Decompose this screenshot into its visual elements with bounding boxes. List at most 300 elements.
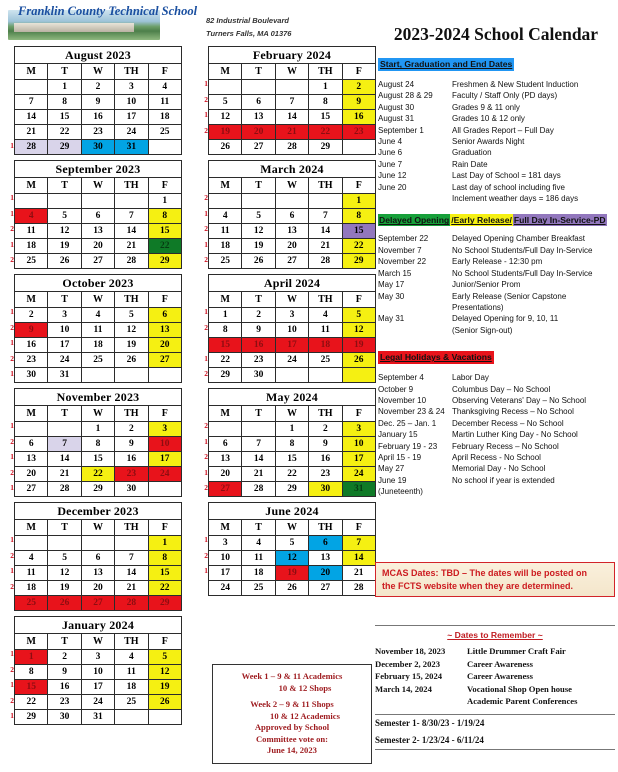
day-cell: 24 <box>115 125 148 140</box>
day-of-week-header: TH <box>115 64 148 80</box>
day-cell: 19 <box>242 239 275 254</box>
day-cell: 19 <box>48 239 81 254</box>
week-row <box>209 323 376 338</box>
day-cell: 26 <box>48 596 81 611</box>
week-rotation-line-5: Approved by School <box>254 722 330 733</box>
info-row <box>378 90 614 101</box>
day-cell: 23 <box>81 125 114 140</box>
day-of-week-header: T <box>48 292 81 308</box>
info-row-description: Vocational Shop Open house <box>467 683 572 694</box>
day-cell: 23 <box>342 125 375 140</box>
day-cell: 15 <box>48 110 81 125</box>
info-row-date: August 31 <box>378 114 415 124</box>
day-cell: 8 <box>148 209 181 224</box>
day-cell: 21 <box>342 566 375 581</box>
week-rotation-marker: 2 <box>204 483 208 493</box>
week-rotation-marker: 2 <box>10 550 14 560</box>
day-cell: 6 <box>81 551 114 566</box>
day-cell: 7 <box>48 437 81 452</box>
day-of-week-header: TH <box>115 634 148 650</box>
info-row-date: May 31 <box>378 314 405 324</box>
day-cell: 25 <box>15 254 48 269</box>
day-cell: 27 <box>242 140 275 155</box>
day-of-week-header: W <box>275 64 308 80</box>
month-table <box>208 46 376 155</box>
info-row-date: June 19 (Juneteenth) <box>378 475 423 497</box>
day-cell: 5 <box>48 209 81 224</box>
day-cell: 29 <box>275 482 308 497</box>
holidays-rows <box>378 372 614 497</box>
day-cell-empty <box>15 194 48 209</box>
day-cell: 20 <box>309 566 342 581</box>
week-row <box>15 680 182 695</box>
semesters-section <box>375 714 615 750</box>
month-calendar <box>204 388 376 497</box>
day-cell: 6 <box>148 308 181 323</box>
day-cell: 29 <box>148 596 181 611</box>
week-row <box>209 368 376 383</box>
info-row <box>378 170 614 181</box>
day-cell: 3 <box>48 308 81 323</box>
week-rotation-marker: 1 <box>10 680 14 690</box>
info-row <box>378 125 614 136</box>
day-cell-empty <box>115 536 148 551</box>
info-row-description: Last Day of School = 181 days <box>452 171 561 181</box>
week-row <box>15 467 182 482</box>
week-row <box>209 581 376 596</box>
day-cell: 11 <box>15 566 48 581</box>
day-cell: 1 <box>309 80 342 95</box>
month-title: March 2024 <box>209 161 376 178</box>
day-of-week-header: F <box>342 178 375 194</box>
school-address <box>206 14 291 40</box>
day-of-week-header: TH <box>309 520 342 536</box>
heading-full-day-inservice-part: Full Day In-Service-PD <box>513 215 606 226</box>
day-cell: 6 <box>242 95 275 110</box>
week-rotation-marker: 2 <box>10 581 14 591</box>
day-of-week-header: M <box>209 292 242 308</box>
day-of-week-header: TH <box>115 178 148 194</box>
day-cell: 11 <box>81 323 114 338</box>
day-cell-empty <box>209 194 242 209</box>
day-cell: 13 <box>209 452 242 467</box>
month-calendar <box>204 502 376 596</box>
day-cell: 14 <box>115 566 148 581</box>
info-row <box>375 645 615 658</box>
week-row <box>15 125 182 140</box>
info-row <box>378 475 614 498</box>
day-cell-empty <box>15 422 48 437</box>
info-row-date: April 15 - 19 <box>378 452 422 462</box>
day-cell: 27 <box>209 482 242 497</box>
week-row <box>15 452 182 467</box>
day-cell: 31 <box>115 140 148 155</box>
day-cell: 9 <box>309 437 342 452</box>
month-calendar <box>204 46 376 155</box>
day-cell: 25 <box>242 581 275 596</box>
month-calendar <box>204 160 376 269</box>
day-cell: 19 <box>209 125 242 140</box>
week-row <box>15 224 182 239</box>
day-cell: 6 <box>275 209 308 224</box>
day-cell-empty <box>148 482 181 497</box>
day-of-week-header: TH <box>115 292 148 308</box>
day-cell: 27 <box>15 482 48 497</box>
day-cell: 23 <box>115 467 148 482</box>
day-cell: 11 <box>15 224 48 239</box>
day-cell: 7 <box>242 437 275 452</box>
day-cell: 30 <box>81 140 114 155</box>
day-cell: 27 <box>81 596 114 611</box>
info-row <box>378 268 614 279</box>
day-cell: 13 <box>81 566 114 581</box>
info-row-description: Early Release (Senior Capstone Presentations) <box>452 291 567 312</box>
day-cell: 3 <box>148 422 181 437</box>
info-row-description: No School Students/Full Day In-Service <box>452 268 593 278</box>
day-cell: 25 <box>81 353 114 368</box>
day-cell-empty <box>115 710 148 725</box>
week-rotation-marker: 2 <box>204 224 208 234</box>
info-row-description: Rain Date <box>452 159 488 169</box>
day-cell: 2 <box>15 308 48 323</box>
heading-delayed-opening-part: Delayed Opening <box>379 215 450 226</box>
week-row <box>15 323 182 338</box>
start-dates-rows <box>378 79 614 204</box>
day-cell: 28 <box>115 254 148 269</box>
day-cell: 15 <box>342 224 375 239</box>
day-cell: 6 <box>309 536 342 551</box>
day-cell: 4 <box>148 80 181 95</box>
day-cell: 24 <box>148 467 181 482</box>
info-row-date: September 4 <box>378 373 424 383</box>
week-row <box>15 710 182 725</box>
info-row-description: Senior Awards Night <box>452 137 525 147</box>
day-of-week-header: T <box>48 178 81 194</box>
week-rotation-marker: 1 <box>204 535 208 544</box>
day-cell: 24 <box>209 581 242 596</box>
day-cell: 11 <box>115 665 148 680</box>
info-row-date: March 15 <box>378 268 412 278</box>
day-cell: 17 <box>81 680 114 695</box>
info-row-date: June 6 <box>378 148 403 158</box>
day-cell: 25 <box>309 353 342 368</box>
week-row <box>209 110 376 125</box>
day-cell: 10 <box>275 323 308 338</box>
day-cell: 14 <box>309 224 342 239</box>
week-row <box>15 80 182 95</box>
week-row <box>15 110 182 125</box>
day-of-week-header: M <box>209 178 242 194</box>
info-row-description: Grades 10 & 12 only <box>452 114 525 124</box>
day-cell-empty <box>209 422 242 437</box>
week-rotation-marker: 2 <box>204 550 208 560</box>
day-cell-empty <box>342 140 375 155</box>
week-rotation-marker: 1 <box>204 110 208 120</box>
info-row-date: November 22 <box>378 257 427 267</box>
day-cell: 30 <box>309 482 342 497</box>
day-cell: 5 <box>242 209 275 224</box>
info-row-date: June 7 <box>378 159 403 169</box>
day-cell-empty <box>242 194 275 209</box>
week-rotation-marker: 2 <box>204 421 208 430</box>
month-calendar <box>10 160 182 269</box>
day-cell: 21 <box>115 581 148 596</box>
day-of-week-header: W <box>81 64 114 80</box>
day-of-week-header: M <box>209 406 242 422</box>
week-rotation-marker: 1 <box>10 711 14 721</box>
day-cell: 28 <box>15 140 48 155</box>
info-row <box>375 695 615 708</box>
month-calendar <box>10 388 182 497</box>
day-cell-empty <box>81 194 114 209</box>
week-rotation-marker: 1 <box>204 353 208 363</box>
dates-to-remember-section <box>375 625 615 708</box>
week-rotation-marker: 2 <box>10 695 14 705</box>
day-cell: 12 <box>148 665 181 680</box>
day-cell: 25 <box>115 695 148 710</box>
info-row-description: December Recess – No School <box>452 418 564 428</box>
day-cell: 21 <box>309 239 342 254</box>
day-cell-empty <box>275 80 308 95</box>
day-cell: 22 <box>81 467 114 482</box>
day-cell: 27 <box>309 581 342 596</box>
info-row <box>375 683 615 696</box>
day-cell: 7 <box>309 209 342 224</box>
week-row <box>15 482 182 497</box>
day-cell: 21 <box>48 467 81 482</box>
day-cell: 22 <box>148 239 181 254</box>
day-of-week-header: W <box>81 634 114 650</box>
info-row <box>378 182 614 193</box>
info-row <box>378 279 614 290</box>
day-cell: 20 <box>81 239 114 254</box>
week-row <box>15 536 182 551</box>
week-row <box>15 596 182 611</box>
day-cell-empty <box>342 368 375 383</box>
day-cell: 9 <box>242 323 275 338</box>
day-cell: 10 <box>48 323 81 338</box>
month-table <box>208 502 376 596</box>
day-cell: 16 <box>115 452 148 467</box>
week-rotation-line-2: 10 & 12 Shops <box>278 682 332 693</box>
info-row-date: September 22 <box>378 234 429 244</box>
day-cell: 30 <box>115 482 148 497</box>
day-cell: 1 <box>81 422 114 437</box>
day-cell: 5 <box>275 536 308 551</box>
info-row <box>378 452 614 463</box>
week-rotation-marker: 2 <box>10 436 14 446</box>
week-row <box>15 239 182 254</box>
week-rotation-marker: 1 <box>204 566 208 576</box>
day-cell: 3 <box>81 650 114 665</box>
info-row <box>378 147 614 158</box>
info-row-date: October 9 <box>378 384 414 394</box>
info-row <box>378 245 614 256</box>
week-row <box>15 338 182 353</box>
info-row-description: No school if year is extended <box>452 475 555 485</box>
day-of-week-header: W <box>81 178 114 194</box>
week-row <box>209 239 376 254</box>
week-rotation-marker: 2 <box>10 353 14 363</box>
day-cell-empty <box>115 368 148 383</box>
week-row <box>209 452 376 467</box>
week-rotation-marker: 1 <box>204 79 208 88</box>
day-cell: 12 <box>48 566 81 581</box>
dates-to-remember-rows <box>375 645 615 708</box>
day-cell: 24 <box>342 467 375 482</box>
day-cell: 21 <box>242 467 275 482</box>
day-cell: 16 <box>48 680 81 695</box>
day-cell: 8 <box>48 95 81 110</box>
month-title: August 2023 <box>15 47 182 64</box>
day-cell: 30 <box>242 368 275 383</box>
week-rotation-marker: 1 <box>10 369 14 379</box>
day-cell: 15 <box>15 680 48 695</box>
month-table <box>14 46 182 155</box>
semester-1-line: Semester 1- 8/30/23 - 1/19/24 <box>375 718 485 728</box>
day-of-week-header: F <box>148 178 181 194</box>
section-delayed-opening <box>378 215 614 336</box>
month-title: April 2024 <box>209 275 376 292</box>
day-cell: 26 <box>209 140 242 155</box>
day-cell: 17 <box>148 452 181 467</box>
day-cell: 18 <box>148 110 181 125</box>
info-row-date: February 19 - 23 <box>378 441 438 451</box>
day-of-week-header: T <box>242 64 275 80</box>
day-cell-empty <box>48 422 81 437</box>
address-line-1: 82 Industrial Boulevard <box>206 16 289 25</box>
info-row-date: Dec. 25 – Jan. 1 <box>378 418 437 428</box>
month-calendar <box>10 616 182 725</box>
months-column-left <box>10 46 182 730</box>
day-cell: 5 <box>48 551 81 566</box>
day-cell: 12 <box>209 110 242 125</box>
day-cell: 10 <box>148 437 181 452</box>
day-cell-empty <box>148 140 181 155</box>
day-cell: 28 <box>242 482 275 497</box>
info-panel <box>378 54 614 509</box>
day-of-week-header: F <box>148 64 181 80</box>
day-cell: 12 <box>275 551 308 566</box>
day-cell: 11 <box>148 95 181 110</box>
day-cell: 10 <box>209 551 242 566</box>
day-cell-empty <box>242 80 275 95</box>
info-row <box>378 79 614 90</box>
day-cell: 22 <box>15 695 48 710</box>
week-rotation-marker: 1 <box>10 483 14 493</box>
day-cell: 20 <box>242 125 275 140</box>
day-cell: 8 <box>209 323 242 338</box>
day-cell: 12 <box>115 323 148 338</box>
day-cell: 30 <box>48 710 81 725</box>
day-cell-empty <box>275 368 308 383</box>
week-row <box>15 194 182 209</box>
week-rotation-marker: 2 <box>10 467 14 477</box>
day-cell: 17 <box>48 338 81 353</box>
day-of-week-header: T <box>242 292 275 308</box>
day-cell: 26 <box>342 353 375 368</box>
day-cell: 18 <box>81 338 114 353</box>
day-cell: 24 <box>275 353 308 368</box>
week-rotation-marker: 1 <box>10 141 14 151</box>
day-cell: 22 <box>342 239 375 254</box>
day-cell: 27 <box>81 254 114 269</box>
day-of-week-header: M <box>15 520 48 536</box>
day-of-week-header: W <box>81 292 114 308</box>
day-cell: 19 <box>48 581 81 596</box>
week-rotation-marker: 2 <box>10 664 14 674</box>
page-header <box>0 0 618 44</box>
day-of-week-header: TH <box>309 292 342 308</box>
day-cell: 3 <box>342 422 375 437</box>
day-cell: 26 <box>148 695 181 710</box>
day-cell: 26 <box>115 353 148 368</box>
section-heading-holidays: Legal Holidays & Vacations <box>380 352 492 363</box>
day-cell: 15 <box>209 338 242 353</box>
info-row-date: September 1 <box>378 125 424 135</box>
day-cell: 16 <box>342 110 375 125</box>
info-row-description: Delayed Opening for 9, 10, 11 <box>452 314 559 324</box>
day-cell: 18 <box>15 581 48 596</box>
day-cell: 7 <box>275 95 308 110</box>
info-row <box>378 193 614 204</box>
day-of-week-header: TH <box>309 406 342 422</box>
day-cell: 13 <box>148 323 181 338</box>
day-cell: 24 <box>48 353 81 368</box>
week-row <box>15 95 182 110</box>
week-row <box>209 353 376 368</box>
day-cell: 5 <box>148 650 181 665</box>
day-cell: 14 <box>115 224 148 239</box>
week-rotation-marker: 1 <box>204 467 208 477</box>
day-cell: 29 <box>342 254 375 269</box>
info-row <box>378 291 614 314</box>
day-cell-empty <box>242 422 275 437</box>
week-row <box>15 209 182 224</box>
month-title: October 2023 <box>15 275 182 292</box>
day-cell: 1 <box>209 308 242 323</box>
week-rotation-marker: 1 <box>10 566 14 576</box>
remember-row-date: March 14, 2024 <box>375 683 432 694</box>
day-cell: 20 <box>15 467 48 482</box>
week-row <box>15 422 182 437</box>
day-cell: 14 <box>48 452 81 467</box>
day-of-week-header: TH <box>115 406 148 422</box>
info-row <box>378 256 614 267</box>
day-cell: 28 <box>342 581 375 596</box>
week-rotation-marker: 1 <box>10 452 14 462</box>
day-cell: 1 <box>148 536 181 551</box>
week-rotation-marker: 1 <box>204 239 208 249</box>
mcas-line-2: the FCTS website when they are determined. <box>382 580 574 591</box>
day-cell: 17 <box>342 452 375 467</box>
day-cell: 12 <box>342 323 375 338</box>
week-row <box>209 566 376 581</box>
week-rotation-marker: 1 <box>204 307 208 316</box>
day-cell-empty <box>48 194 81 209</box>
day-of-week-header: F <box>148 520 181 536</box>
week-rotation-line-4: 10 & 12 Academics <box>270 710 340 721</box>
week-row <box>209 125 376 140</box>
day-of-week-header: F <box>148 292 181 308</box>
info-row-description: Last day of school including five <box>452 182 565 192</box>
week-rotation-marker: 1 <box>10 307 14 316</box>
week-row <box>209 338 376 353</box>
day-of-week-header: M <box>15 634 48 650</box>
month-title: May 2024 <box>209 389 376 406</box>
week-row <box>209 80 376 95</box>
info-row-date: June 4 <box>378 137 403 147</box>
